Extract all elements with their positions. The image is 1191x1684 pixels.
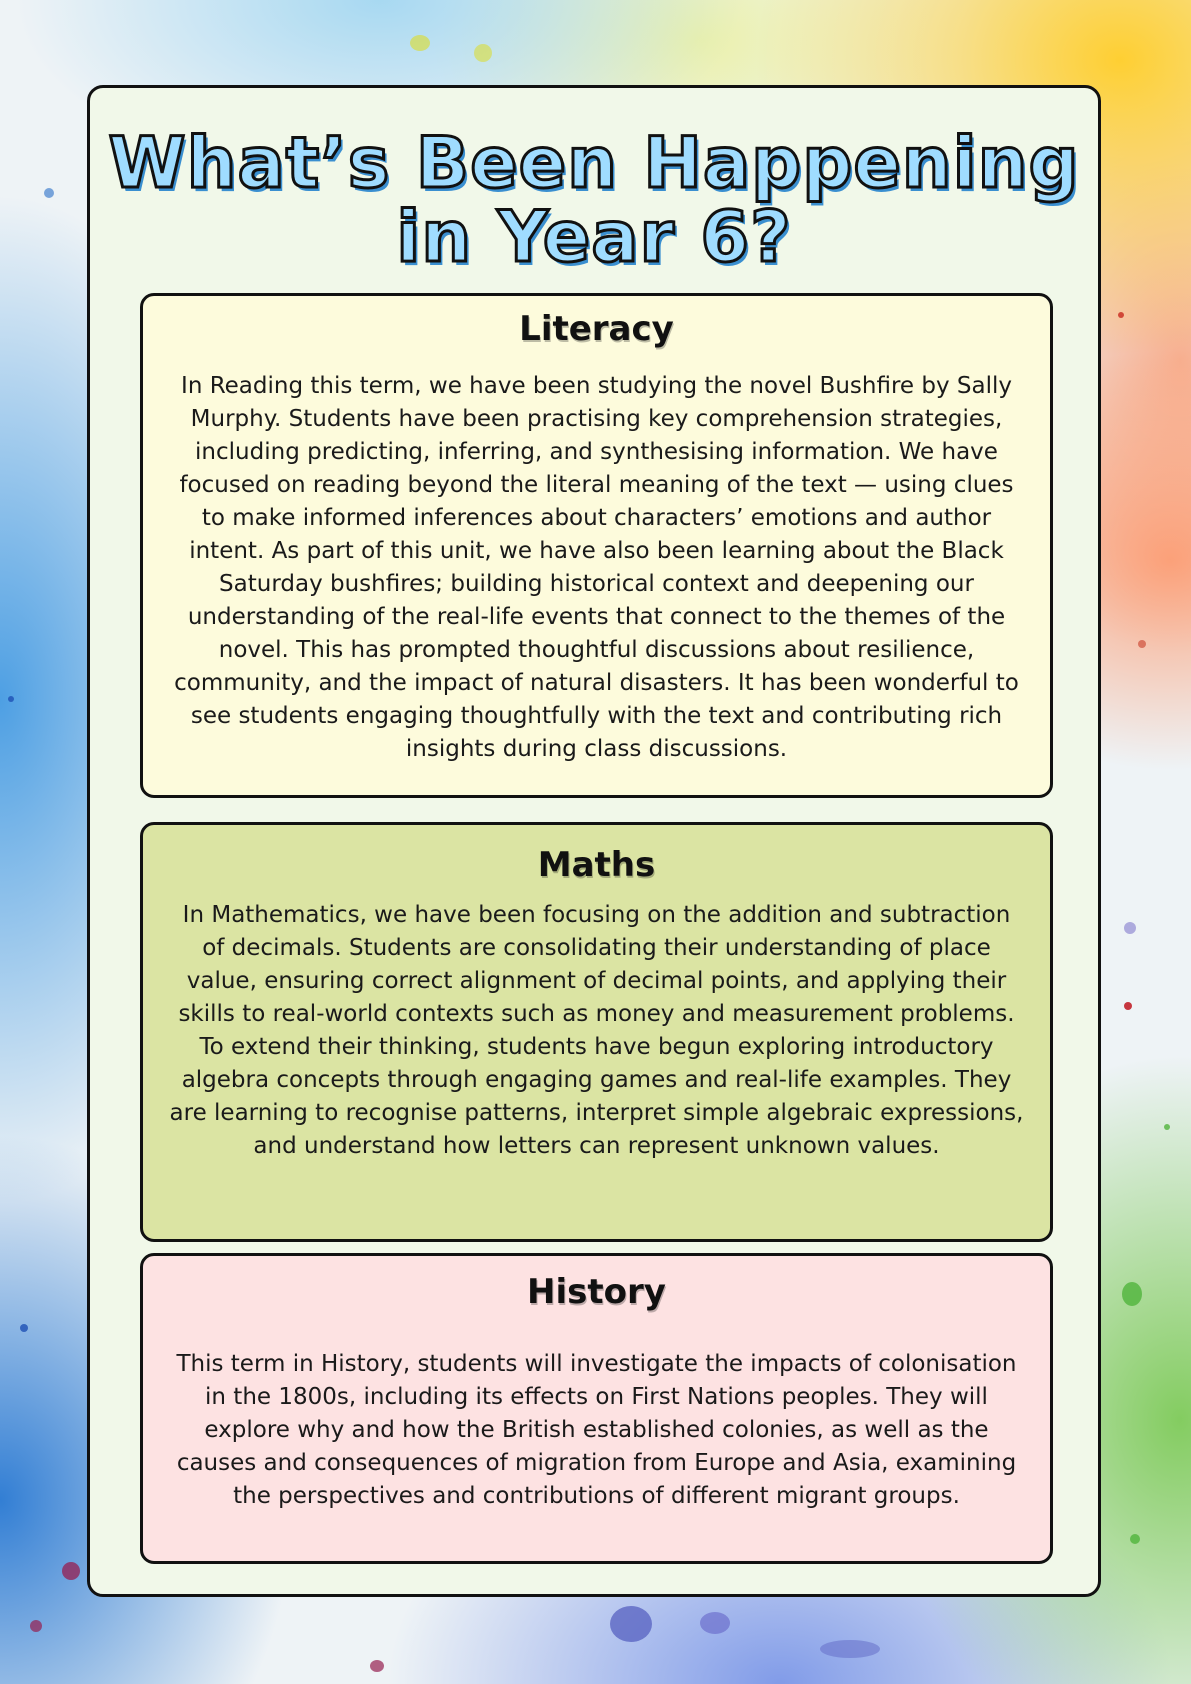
paint-splatter	[370, 1660, 384, 1672]
literacy-heading: Literacy	[519, 309, 674, 349]
paint-splatter	[30, 1620, 42, 1632]
paint-splatter	[410, 35, 430, 51]
history-heading: History	[527, 1272, 666, 1312]
paint-splatter	[8, 696, 14, 702]
paint-splatter	[820, 1640, 880, 1658]
newsletter-panel	[87, 85, 1101, 1597]
history-body: This term in History, students will investigate the impacts of colonisation in the 1800s, including its effects on First Nations peoples. They will explore why and how the British established colonies, as well as the causes and consequences of migration from Europe and Asia, examining the perspectives and contributions of different migrant groups.	[176, 1351, 1017, 1509]
paint-splatter	[1124, 1002, 1132, 1010]
paint-splatter	[610, 1606, 652, 1642]
maths-section	[140, 822, 1053, 1242]
literacy-body: In Reading this term, we have been studying the novel Bushfire by Sally Murphy. Students have been practising key comprehension strategies, including predicting, inferring, and synthesising information. We have focused on reading beyond the literal meaning of the text — using clues to make informed inferences about characters’ emotions and author intent. As part of this unit, we have also been learning about the Black Saturday bushfires; building historical context and deepening our understanding of the real-life events that connect to the themes of the novel. This has prompted thoughtful discussions about resilience, community, and the impact of natural disasters. It has been wonderful to see students engaging thoughtfully with the text and contributing rich insights during class discussions.	[174, 373, 1019, 762]
maths-body: In Mathematics, we have been focusing on the addition and subtraction of decimals. Students are consolidating their understanding of place value, ensuring correct alignment of decimal points, and applying their skills to real-world contexts such as money and measurement problems. To extend their thinking, students have begun exploring introductory algebra concepts through engaging games and real-life examples. They are learning to recognise patterns, interpret simple algebraic expressions, and understand how letters can represent unknown values.	[169, 902, 1024, 1159]
paint-splatter	[1138, 640, 1146, 648]
page-title	[90, 122, 1098, 278]
maths-heading: Maths	[537, 845, 656, 885]
paint-splatter	[1164, 1124, 1170, 1130]
paint-splatter	[1122, 1282, 1142, 1306]
history-section	[140, 1253, 1053, 1564]
paint-splatter	[1118, 312, 1124, 318]
paint-splatter	[700, 1612, 730, 1634]
paint-splatter	[62, 1562, 80, 1580]
paint-splatter	[1124, 922, 1136, 934]
page-title-line-2: in Year 6?	[396, 196, 792, 278]
paint-splatter	[1130, 1534, 1140, 1544]
paint-splatter	[44, 188, 54, 198]
literacy-section	[140, 293, 1053, 798]
paint-splatter	[474, 44, 492, 62]
page-title-line-1: What’s Been Happening	[108, 122, 1080, 204]
paint-splatter	[20, 1324, 28, 1332]
